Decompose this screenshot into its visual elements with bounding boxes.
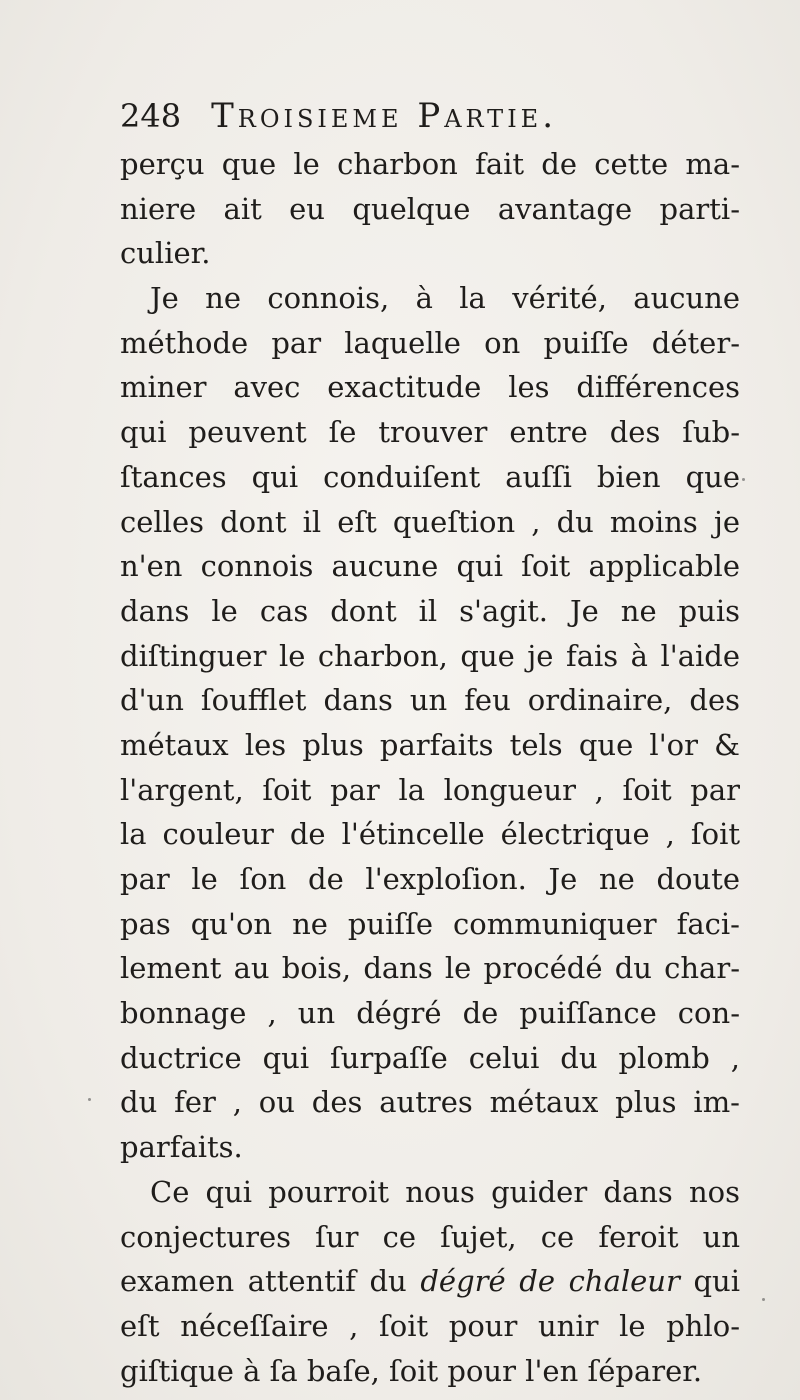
- page-header: [120, 96, 557, 140]
- paper-speck: [762, 1298, 765, 1301]
- text-line: dans le cas dont il s'agit. Je ne puis: [120, 593, 740, 628]
- text-line: eſt néceſſaire , ſoit pour unir le phlo-: [120, 1308, 740, 1343]
- paper-speck: [742, 478, 745, 481]
- text-line: méthode par laquelle on puiſſe déter-: [120, 325, 740, 360]
- text-segment: examen attentif du: [120, 1264, 407, 1299]
- text-line: ductrice qui ſurpaſſe celui du plomb ,: [120, 1040, 740, 1075]
- text-line: lement au bois, dans le procédé du char-: [120, 951, 740, 986]
- paragraph-start-line: Ce qui pourroit nous guider dans nos: [150, 1174, 740, 1209]
- text-line: perçu que le charbon fait de cette ma-: [120, 147, 740, 181]
- text-line: n'en connois aucune qui ſoit applicable: [120, 549, 740, 584]
- text-line: bonnage , un dégré de puiſſance con-: [120, 996, 740, 1031]
- paragraph-start-line: Je ne connois, à la vérité, aucune: [150, 281, 740, 316]
- paper-speck: [88, 1098, 91, 1101]
- text-line: l'argent, ſoit par la longueur , ſoit par: [120, 772, 740, 807]
- text-line: métaux les plus parfaits tels que l'or &: [120, 727, 740, 762]
- text-line: giſtique à ſa baſe, ſoit pour l'en ſéparer.: [120, 1353, 703, 1388]
- text-line: niere ait eu quelque avantage parti-: [120, 191, 740, 226]
- text-line-with-italic: [120, 1259, 740, 1304]
- text-line: culier.: [120, 236, 211, 271]
- text-line: du fer , ou des autres métaux plus im-: [120, 1085, 740, 1120]
- text-line: ſtances qui conduiſent auſſi bien que: [120, 459, 740, 494]
- text-line: miner avec exactitude les différences: [120, 370, 740, 405]
- text-line: qui peuvent ſe trouver entre des ſub-: [120, 415, 740, 450]
- text-segment: qui: [693, 1264, 740, 1299]
- running-title: Troisieme Partie.: [211, 96, 557, 136]
- text-line: diſtinguer le charbon, que je fais à l'aide: [120, 638, 740, 673]
- italic-phrase: dégré de chaleur: [420, 1264, 680, 1299]
- text-line: parfaits.: [120, 1130, 243, 1165]
- text-line: la couleur de l'étincelle électrique , ſoit: [120, 817, 740, 852]
- page-number: 248: [120, 97, 182, 135]
- body-text: [120, 142, 740, 1393]
- text-line: celles dont il eſt queſtion , du moins je: [120, 504, 740, 539]
- text-line: conjectures ſur ce ſujet, ce feroit un: [120, 1219, 740, 1254]
- text-line: par le ſon de l'exploſion. Je ne doute: [120, 862, 740, 896]
- text-line: pas qu'on ne puiſſe communiquer faci-: [120, 906, 740, 941]
- text-line: d'un ſoufflet dans un feu ordinaire, des: [120, 683, 740, 718]
